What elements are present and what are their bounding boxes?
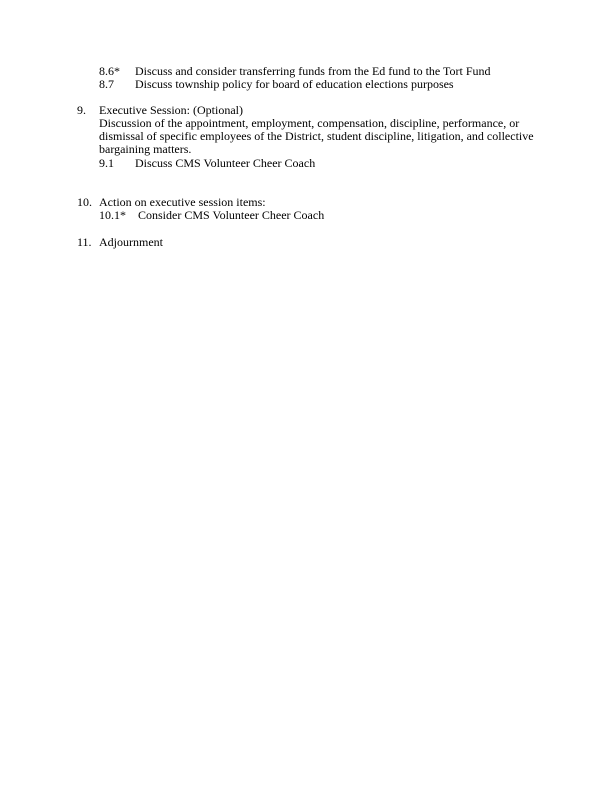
item-title: Executive Session: (Optional) [99,103,243,117]
item-9-description-line-3: bargaining matters. [99,142,192,156]
item-number: 10. [77,195,92,209]
item-title: Action on executive session items: [99,195,266,209]
item-9-description-line-2: dismissal of specific employees of the District, student discipline, litigation, and collective [99,129,534,143]
item-number: 9.1 [99,156,114,170]
item-text: Discuss CMS Volunteer Cheer Coach [135,156,316,170]
item-number: 9. [77,103,86,117]
item-number: 11. [77,235,92,249]
item-title: Adjournment [99,235,163,249]
item-number: 10.1* [99,208,126,222]
item-9-description-line-1: Discussion of the appointment, employment, compensation, discipline, performance, or [99,116,520,130]
item-text: Discuss and consider transferring funds from the Ed fund to the Tort Fund [135,64,491,78]
item-number: 8.6* [99,64,120,78]
item-text: Consider CMS Volunteer Cheer Coach [138,208,325,222]
item-number: 8.7 [99,77,114,91]
item-text: Discuss township policy for board of education elections purposes [135,77,454,91]
